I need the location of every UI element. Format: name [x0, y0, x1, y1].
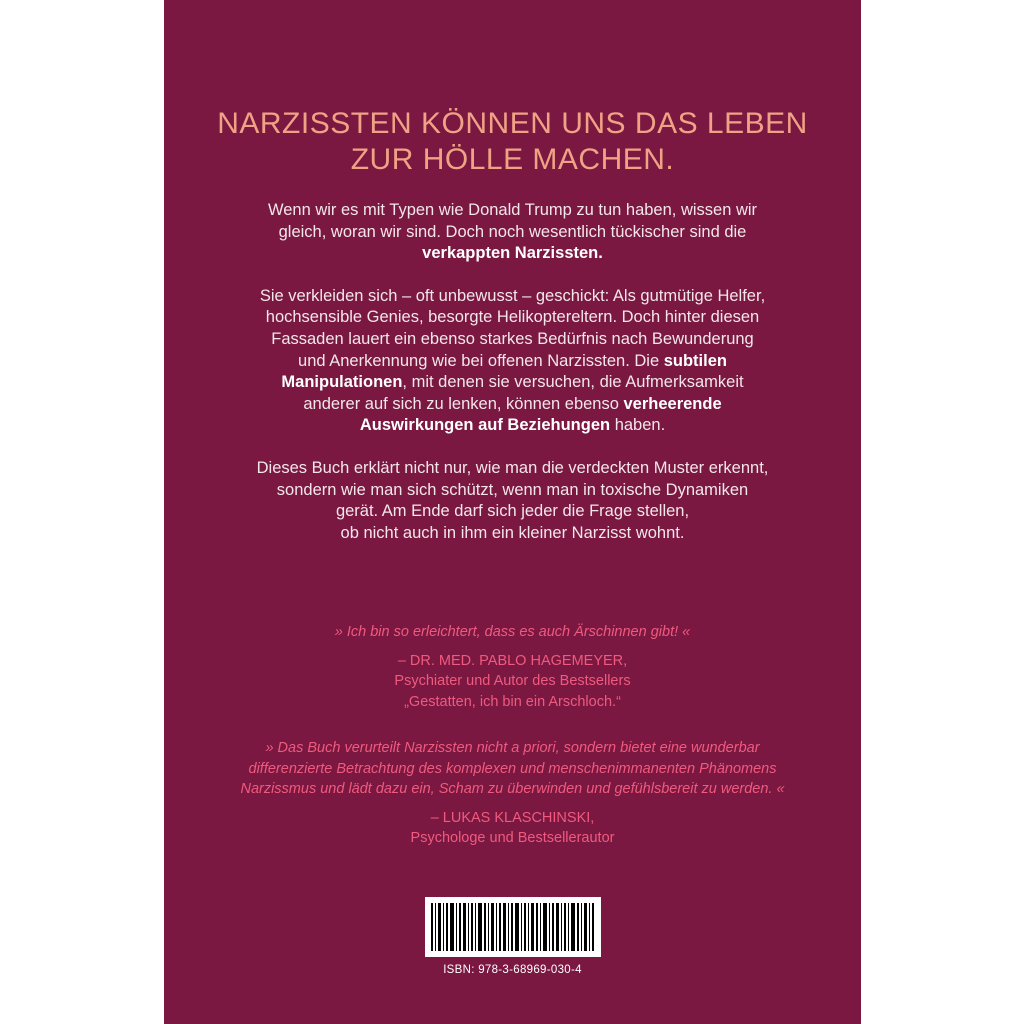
blurb-line — [204, 243, 821, 265]
barcode — [425, 897, 601, 957]
blurb-line — [204, 394, 821, 416]
blurb-line: hochsensible Genies, besorgte Helikoptereltern. Doch hinter diesen — [265, 308, 760, 327]
blurb-paragraph-1 — [204, 200, 821, 265]
testimonial-attribution — [164, 651, 861, 713]
testimonial-role: Psychiater und Autor des Bestsellers — [394, 673, 631, 689]
blurb-paragraph-2 — [204, 286, 821, 437]
testimonial-author: – LUKAS KLASCHINSKI, — [430, 809, 595, 826]
isbn: ISBN: 978-3-68969-030-4 — [443, 964, 582, 976]
blurb-text: , mit denen sie versuchen, die Aufmerksamkeit — [402, 373, 744, 392]
testimonial-quote-line: differenzierte Betrachtung des komplexen und menschenimmanenten Phänomens — [248, 760, 777, 777]
blurb-line — [204, 415, 821, 437]
blurb-line — [204, 351, 821, 373]
blurb-line: Wenn wir es mit Typen wie Donald Trump zu tun haben, wissen wir — [267, 201, 758, 219]
testimonial-quote-line: Narzissmus und lädt dazu ein, Scham zu überwinden und gefühlsbereit zu werden. « — [240, 781, 785, 797]
emphasis: verkappten Narzissten. — [422, 244, 603, 263]
testimonial-1 — [164, 622, 861, 712]
headline — [164, 106, 861, 178]
testimonial-author: – DR. MED. PABLO HAGEMEYER, — [397, 652, 628, 669]
blurb-line: sondern wie man sich schützt, wenn man in toxische Dynamiken — [276, 480, 749, 499]
emphasis: verheerende — [623, 394, 722, 413]
testimonial-role: „Gestatten, ich bin ein Arschloch.“ — [404, 693, 621, 710]
blurb-line: ob nicht auch in ihm ein kleiner Narzisst wohnt. — [340, 523, 685, 542]
blurb-line — [204, 372, 821, 394]
testimonial-role: Psychologe und Bestsellerautor — [410, 830, 615, 846]
testimonial-attribution — [164, 808, 861, 849]
barcode-bars-icon — [431, 903, 595, 951]
blurb-paragraph-3 — [204, 458, 821, 544]
headline-line-1: NARZISSTEN KÖNNEN UNS DAS LEBEN — [217, 107, 808, 140]
testimonial-quote-line: » Das Buch verurteilt Narzissten nicht a priori, sondern bietet eine wunderbar — [265, 740, 760, 756]
blurb-text: und Anerkennung wie bei offenen Narzissten. Die — [298, 351, 660, 370]
emphasis: subtilen — [663, 351, 727, 370]
headline-line-2: ZUR HÖLLE MACHEN. — [350, 143, 675, 176]
blurb — [204, 200, 821, 565]
blurb-text: haben. — [610, 416, 666, 435]
blurb-line: Dieses Buch erklärt nicht nur, wie man die verdeckten Muster erkennt, — [256, 458, 769, 477]
testimonial-2 — [164, 738, 861, 849]
blurb-line: Sie verkleiden sich – oft unbewusst – geschickt: Als gutmütige Helfer, — [259, 286, 766, 305]
emphasis: Auswirkungen auf Beziehungen — [359, 416, 611, 435]
testimonial-quote: » Ich bin so erleichtert, dass es auch Ärschinnen gibt! « — [334, 624, 691, 640]
book-back-cover — [164, 0, 861, 1024]
blurb-line: Fassaden lauert ein ebenso starkes Bedürfnis nach Bewunderung — [271, 329, 754, 348]
blurb-line: gerät. Am Ende darf sich jeder die Frage stellen, — [335, 502, 690, 521]
blurb-line: gleich, woran wir sind. Doch noch wesentlich tückischer sind die — [278, 222, 747, 241]
emphasis: Manipulationen — [281, 373, 403, 392]
blurb-text: anderer auf sich zu lenken, können ebenso — [303, 394, 619, 413]
